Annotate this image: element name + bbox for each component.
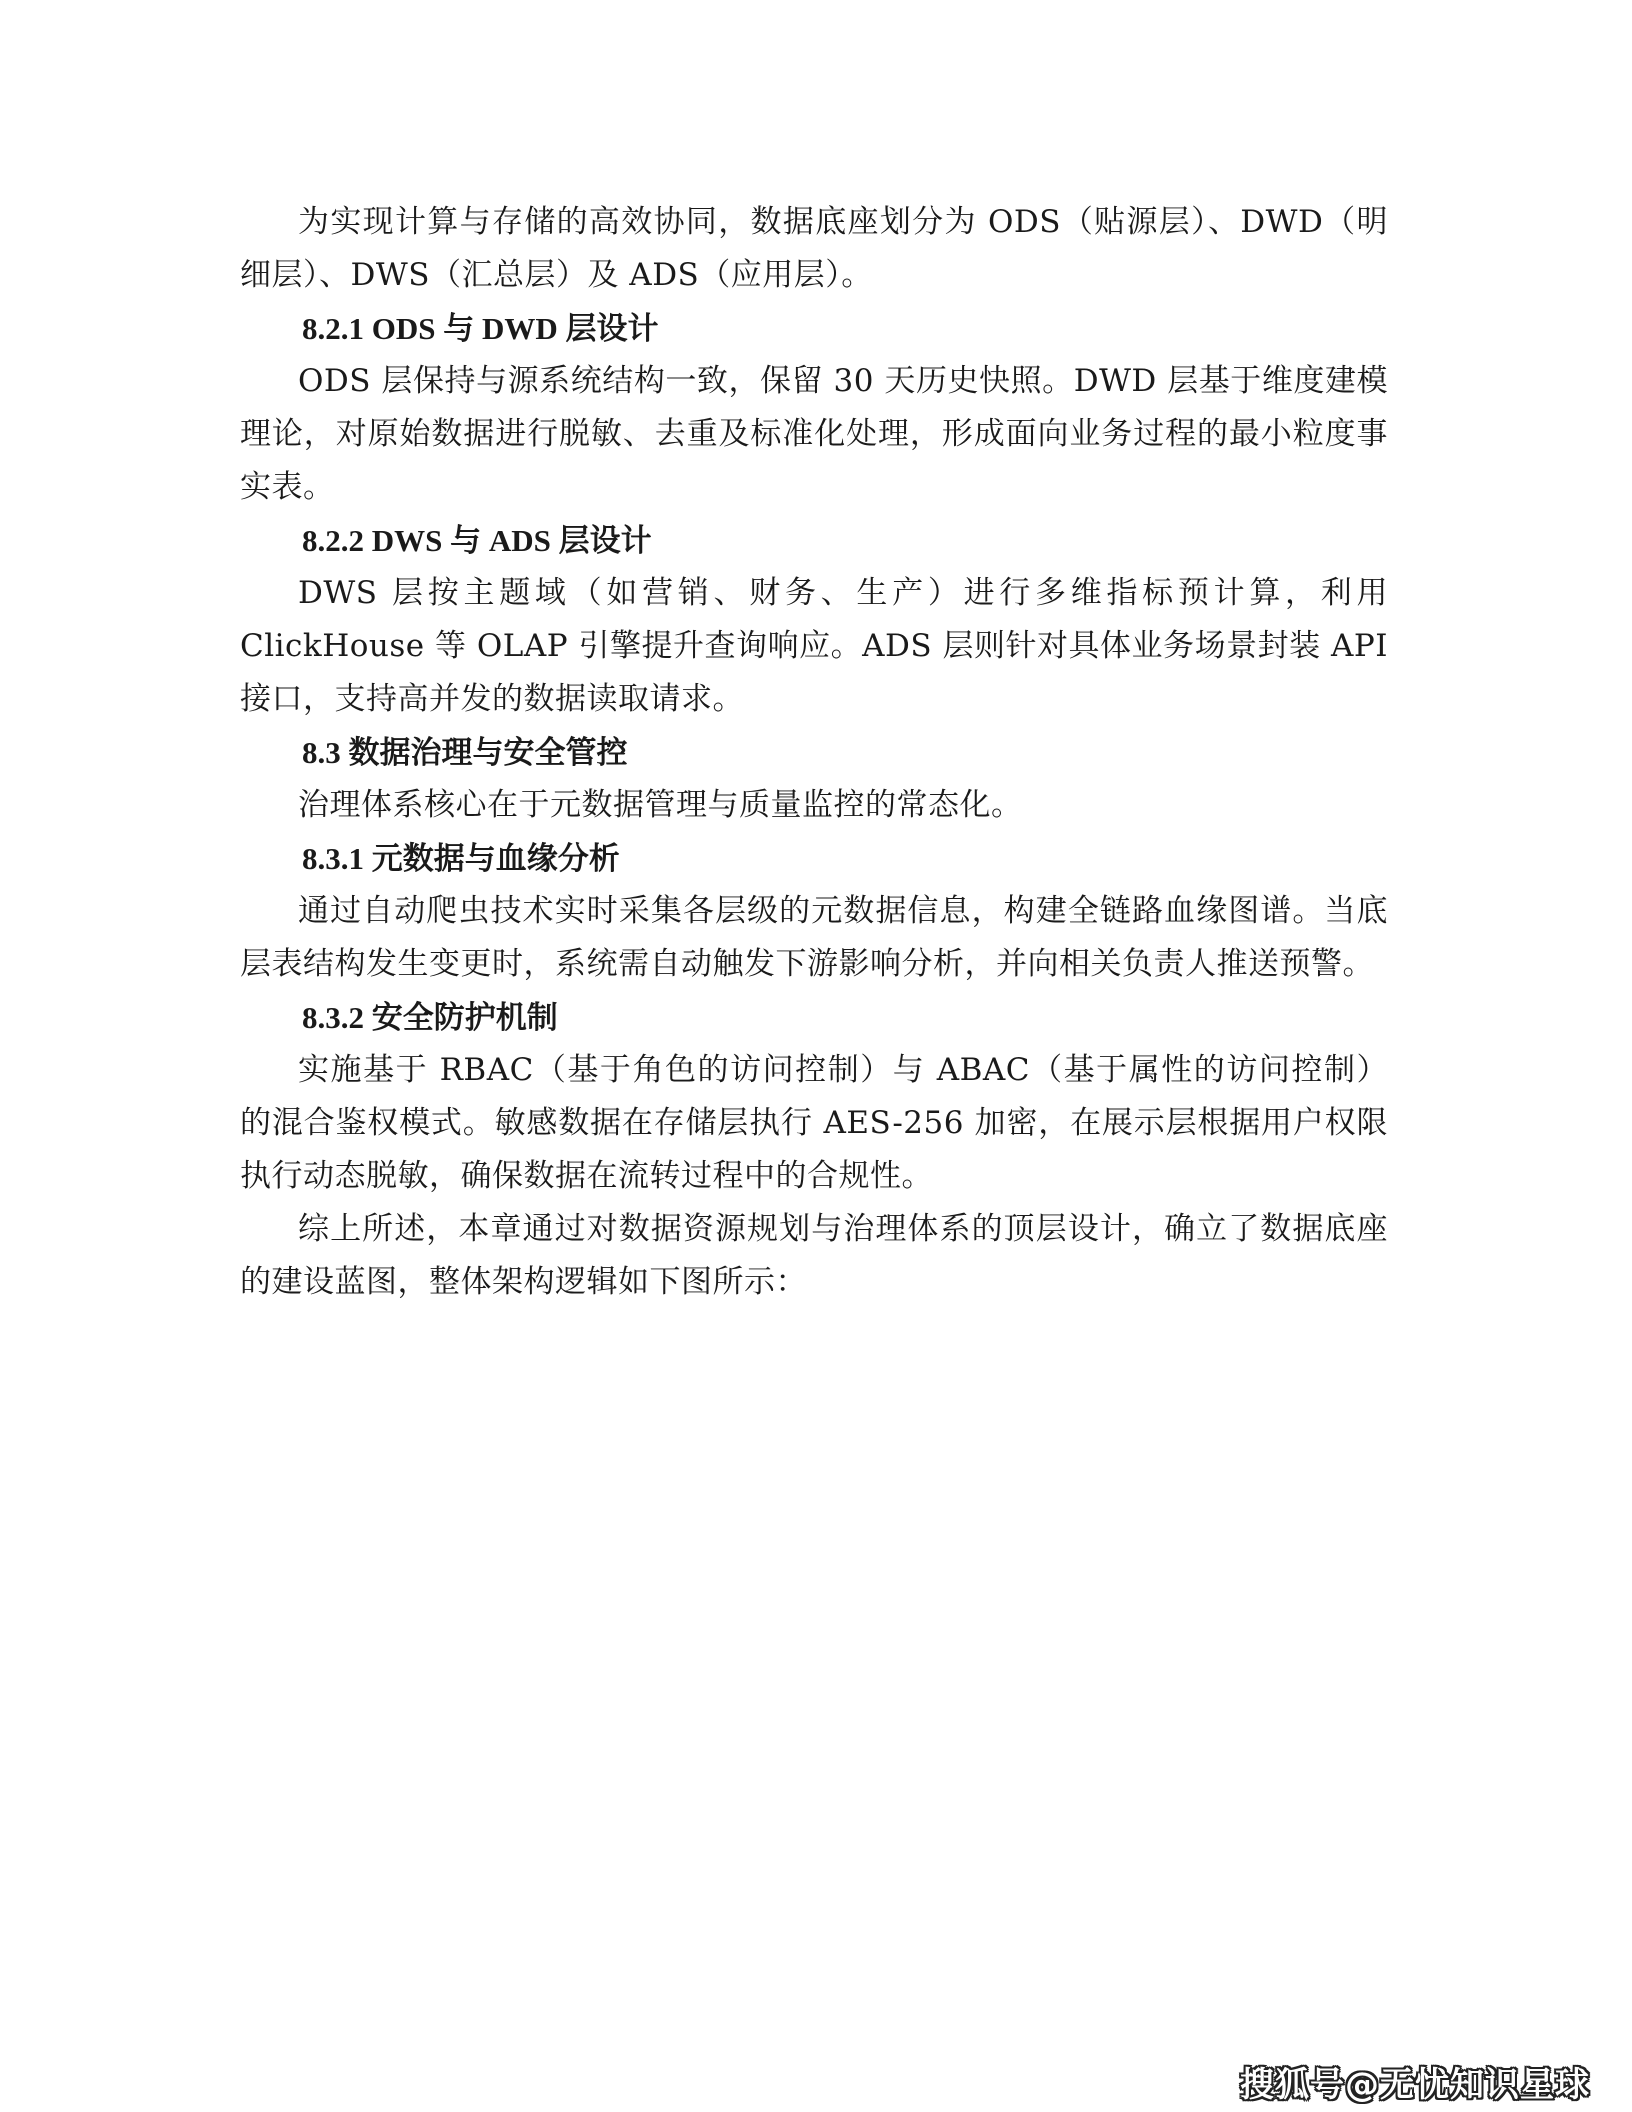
paragraph-dws-ads: DWS 层按主题域（如营销、财务、生产）进行多维指标预计算，利用 ClickHouse 等 OLAP 引擎提升查询响应。ADS 层则针对具体业务场景封装 API 接口，支持高并发的数据读取请求。 xyxy=(240,575,1388,717)
paragraph-summary: 综上所述，本章通过对数据资源规划与治理体系的顶层设计，确立了数据底座的建设蓝图，整体架构逻辑如下图所示： xyxy=(240,1211,1388,1300)
heading-8-3-2: 8.3.2 安全防护机制 xyxy=(302,1000,558,1035)
paragraph-security: 实施基于 RBAC（基于角色的访问控制）与 ABAC（基于属性的访问控制）的混合鉴权模式。敏感数据在存储层执行 AES-256 加密，在展示层根据用户权限执行动态脱敏，确保数据在流转过程中的合规性。 xyxy=(240,1052,1388,1194)
watermark: 搜狐号@无忧知识星球 xyxy=(1240,2065,1590,2105)
heading-8-2-1: 8.2.1 ODS 与 DWD 层设计 xyxy=(302,311,659,346)
paragraph-governance: 治理体系核心在于元数据管理与质量监控的常态化。 xyxy=(298,787,1023,823)
paragraph-ods-dwd: ODS 层保持与源系统结构一致，保留 30 天历史快照。DWD 层基于维度建模理论，对原始数据进行脱敏、去重及标准化处理，形成面向业务过程的最小粒度事实表。 xyxy=(240,363,1388,505)
paragraph-intro: 为实现计算与存储的高效协同，数据底座划分为 ODS（贴源层）、DWD（明细层）、DWS（汇总层）及 ADS（应用层）。 xyxy=(240,204,1388,293)
heading-8-2-2: 8.2.2 DWS 与 ADS 层设计 xyxy=(302,523,652,558)
heading-8-3-1: 8.3.1 元数据与血缘分析 xyxy=(302,841,620,876)
heading-8-3: 8.3 数据治理与安全管控 xyxy=(302,735,628,770)
paragraph-metadata-lineage: 通过自动爬虫技术实时采集各层级的元数据信息，构建全链路血缘图谱。当底层表结构发生变更时，系统需自动触发下游影响分析，并向相关负责人推送预警。 xyxy=(240,893,1388,982)
document-body xyxy=(240,196,1388,1309)
